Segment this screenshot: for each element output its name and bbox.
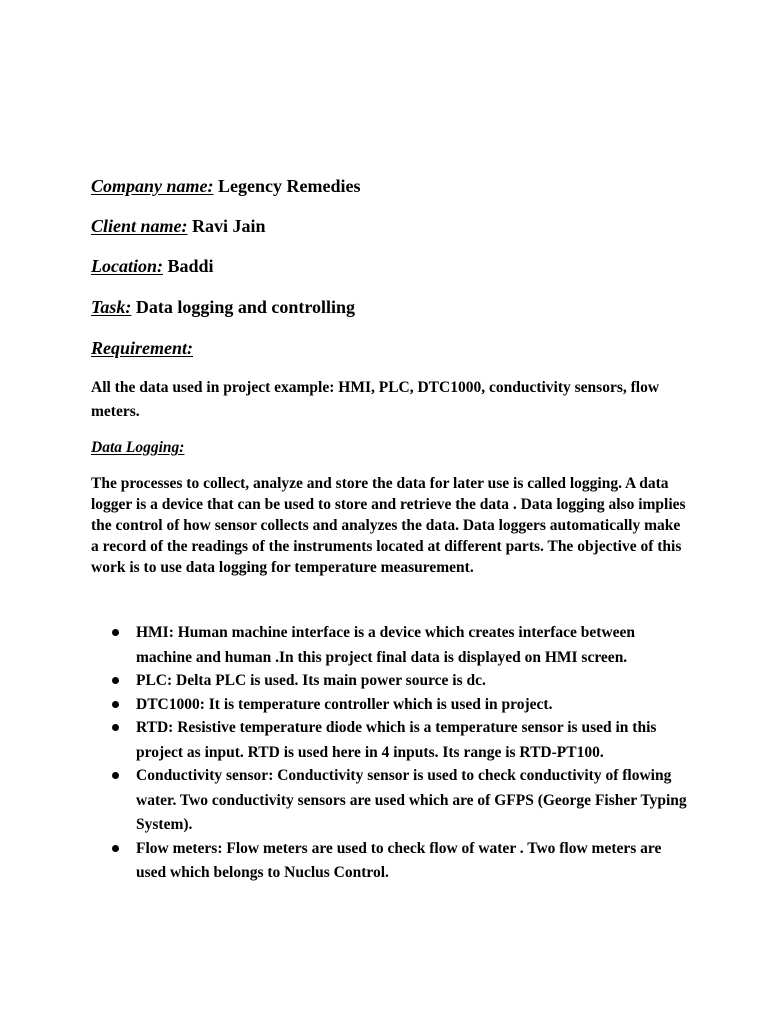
bullet-icon: [112, 677, 119, 684]
task-label: Task:: [91, 297, 132, 317]
list-item: [110, 764, 690, 838]
bullet-icon: [112, 629, 119, 636]
requirement-label: Requirement:: [91, 338, 193, 358]
bullet-icon: [112, 772, 119, 779]
task-field: [91, 297, 355, 317]
client-name-field: [91, 216, 266, 236]
list-item-text: DTC1000: It is temperature controller which is used in project.: [136, 695, 553, 713]
company-name-value: Legency Remedies: [218, 176, 361, 196]
company-name-field: [91, 176, 360, 196]
bullet-icon: [112, 724, 119, 731]
component-list: [110, 621, 690, 885]
location-field: [91, 256, 214, 276]
requirement-text: All the data used in project example: HMI, PLC, DTC1000, conductivity sensors, flow meters.: [91, 379, 660, 420]
task-value: Data logging and controlling: [135, 297, 356, 317]
location-value: Baddi: [167, 256, 214, 276]
bullet-icon: [112, 701, 119, 708]
list-item-text: HMI: Human machine interface is a device which creates interface between machine and human .In this project final data is displayed on HMI screen.: [136, 624, 636, 666]
company-name-label: Company name:: [91, 176, 214, 196]
list-item: [110, 621, 690, 670]
client-name-value: Ravi Jain: [192, 216, 266, 236]
list-item: [110, 837, 690, 886]
list-item-text: RTD: Resistive temperature diode which is a temperature sensor is used in this project as input. RTD is used here in 4 inputs. Its range is RTD-PT100.: [136, 719, 657, 761]
location-label: Location:: [91, 256, 163, 276]
data-logging-paragraph: The processes to collect, analyze and store the data for later use is called logging. A data logger is a device that can be used to store and retrieve the data . Data logging also implies the control of how sensor collects and analyzes the data. Data loggers automatically make a record of the readings of the instruments located at different parts. The objective of this work is to use data logging for temperature measurement.: [91, 475, 686, 576]
list-item-text: Flow meters: Flow meters are used to check flow of water . Two flow meters are used which belongs to Nuclus Control.: [136, 839, 662, 881]
requirement-field: [91, 338, 193, 358]
list-item: [110, 693, 690, 718]
list-item: [110, 669, 690, 694]
list-item: [110, 716, 690, 765]
list-item-text: Conductivity sensor: Conductivity sensor is used to check conductivity of flowing water. Two conductivity sensors are used which are of GFPS (George Fisher Typing System).: [136, 767, 687, 833]
client-name-label: Client name:: [91, 216, 188, 236]
bullet-icon: [112, 845, 119, 852]
data-logging-heading: Data Logging:: [91, 439, 185, 456]
list-item-text: PLC: Delta PLC is used. Its main power source is dc.: [136, 672, 486, 689]
